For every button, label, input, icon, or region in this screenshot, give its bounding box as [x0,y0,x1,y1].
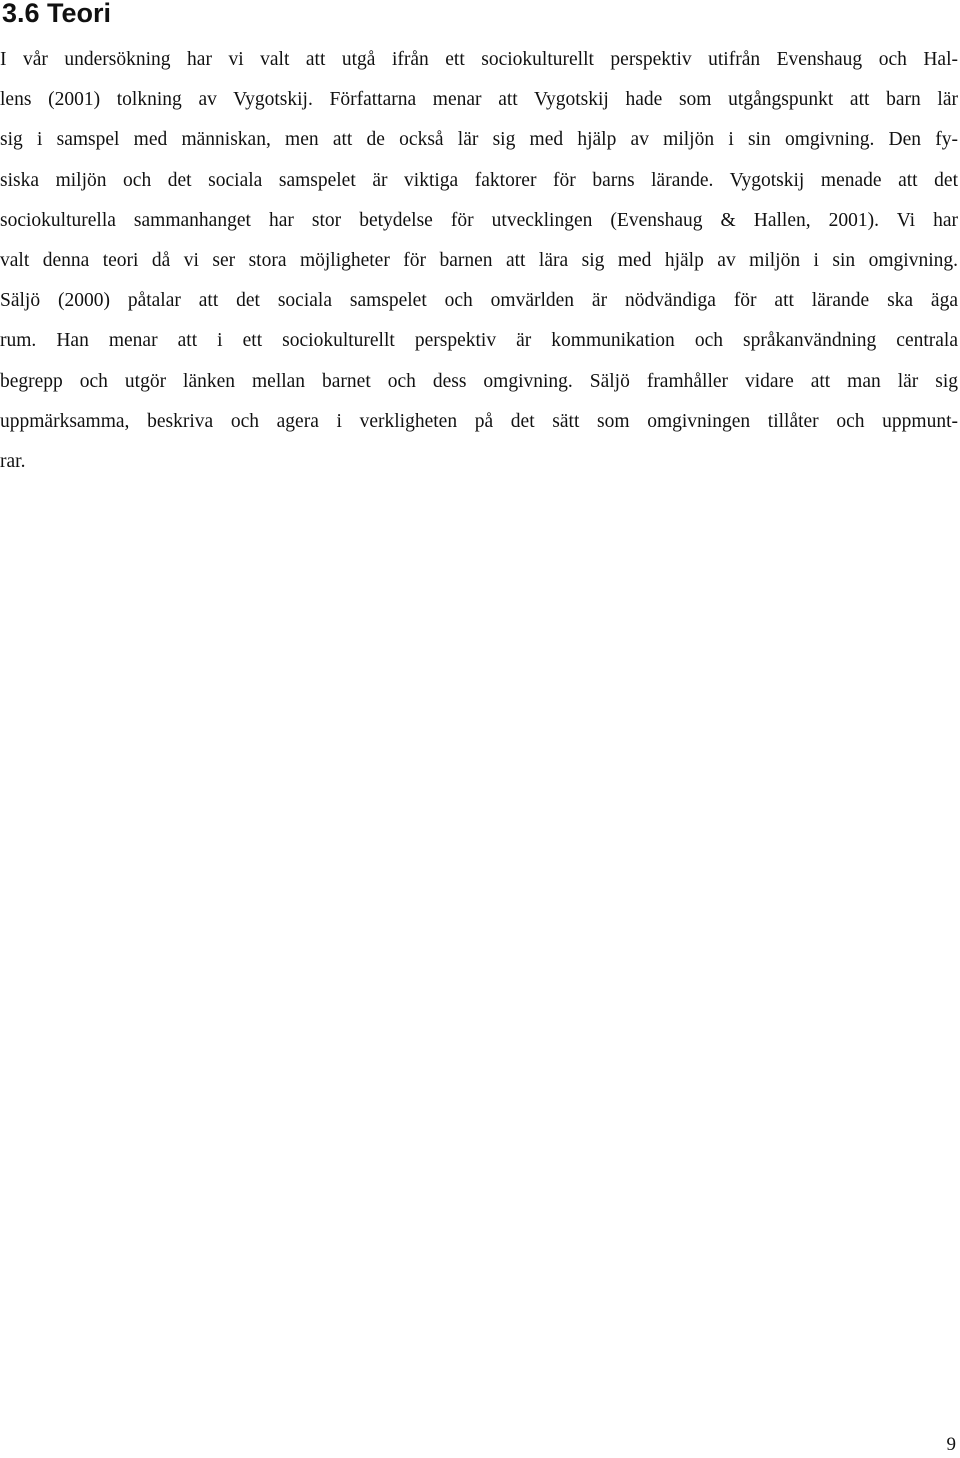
paragraph-line: sig i samspel med människan, men att de också lär sig med hjälp av miljön i sin omgivning. Den fy- [0,129,958,151]
paragraph-line: lens (2001) tolkning av Vygotskij. Författarna menar att Vygotskij hade som utgångspunkt att barn lär [0,89,958,111]
paragraph-line: rum. Han menar att i ett sociokulturellt perspektiv är kommunikation och språkanvändning centrala [0,330,958,352]
page-number: 9 [946,1434,956,1455]
paragraph-line: sociokulturella sammanhanget har stor betydelse för utvecklingen (Evenshaug & Hallen, 2001). Vi har [0,209,958,231]
section-heading: 3.6 Teori [2,0,112,28]
paragraph-line: rar. [0,451,26,473]
paragraph-line: uppmärksamma, beskriva och agera i verkligheten på det sätt som omgivningen tillåter och uppmunt- [0,410,958,432]
paragraph-line: begrepp och utgör länken mellan barnet och dess omgivning. Säljö framhåller vidare att man lär sig [0,370,958,392]
paragraph-line: valt denna teori då vi ser stora möjligheter för barnen att lära sig med hjälp av miljön i sin omgivning. [0,250,958,272]
paragraph-line: Säljö (2000) påtalar att det sociala samspelet och omvärlden är nödvändiga för att lärande ska äga [0,290,958,312]
paragraph-line: siska miljön och det sociala samspelet är viktiga faktorer för barns lärande. Vygotskij menade att det [0,169,958,191]
body-paragraph [0,40,958,482]
paragraph-line: I vår undersökning har vi valt att utgå ifrån ett sociokulturellt perspektiv utifrån Evenshaug och Hal- [0,49,958,70]
